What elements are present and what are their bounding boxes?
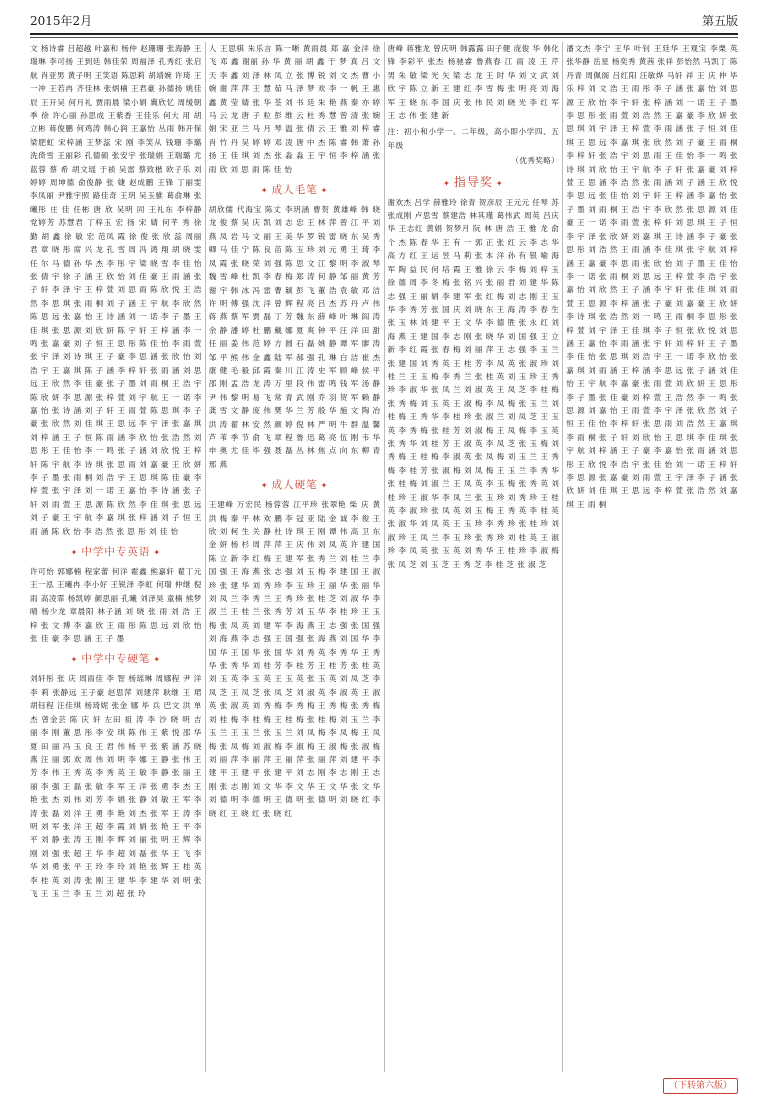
decor-star-icon: ✦ (70, 548, 79, 558)
decor-star-icon: ✦ (320, 186, 329, 196)
column-2 (209, 42, 381, 1072)
award-note: 注：初小和小学一、二年级，高小即小学四、五年级 (387, 127, 560, 150)
header-rule-thick (30, 33, 738, 35)
decor-star-icon: ✦ (153, 655, 162, 665)
column-4 (566, 42, 738, 1072)
section-heading (30, 651, 202, 668)
section-heading (388, 174, 560, 192)
section-heading (30, 544, 202, 561)
decor-star-icon: ✦ (495, 178, 504, 188)
issue-date: 2015年2月 (30, 14, 93, 28)
section-heading-text: 中学中专硬笔 (81, 653, 151, 666)
name-list: 王建峰 万宏民 杨蓉蓉 江平珍 张翠艳 柴 庆 黄 洪 梅 秦 平 林 欢 鹏 李 冠 亚 陆 金 诚 李 俊 王 欣 刘 柯 生 关 静 杜 诗 琪 王 刚 谭 伟 高 卫 东 金 妍 杨 杉 周 萍 萍 王 庆 伟 刘 凤 英 许 建 国 陈 立 新 李 红 梅 王 建 军 张 秀 兰 刘 桂 兰 李 国 强 王 海 燕 张 志 强 刘 玉 梅 李 建 国 王 淑 珍 张 建 华 刘 秀 珍 李 玉 珍 王 丽 华 张 丽 华 刘 凤 兰 李 秀 兰 王 秀 珍 张 桂 芝 刘 淑 华 李 淑 兰 王 桂 兰 张 秀 芳 刘 玉 华 李 桂 珍 王 玉 梅 张 凤 英 刘 建 军 李 海 燕 王 志 强 张 国 强 刘 海 燕 李 志 强 王 国 强 张 海 燕 刘 国 华 李 国 华 王 国 华 张 国 华 刘 秀 英 李 秀 华 王 秀 华 张 秀 华 刘 桂 芳 李 桂 芳 王 桂 芳 张 桂 英 刘 玉 英 李 玉 英 王 玉 英 张 玉 英 刘 凤 芝 李 凤 芝 王 凤 芝 张 凤 芝 刘 淑 英 李 淑 英 王 淑 英 张 淑 英 刘 秀 梅 李 秀 梅 王 秀 梅 张 秀 梅 刘 桂 梅 李 桂 梅 王 桂 梅 张 桂 梅 刘 玉 兰 李 玉 兰 王 玉 兰 张 玉 兰 刘 凤 梅 李 凤 梅 王 凤 梅 张 凤 梅 刘 淑 梅 李 淑 梅 王 淑 梅 张 淑 梅 刘 丽 萍 李 丽 萍 王 丽 萍 张 丽 萍 刘 建 平 李 建 平 王 建 平 张 建 平 刘 志 刚 李 志 刚 王 志 刚 张 志 刚 刘 文 华 李 文 华 王 文 华 张 文 华 刘 德 明 李 德 明 王 德 明 张 德 明 刘 晓 红 李 晓 红 王 晓 红 张 晓 红 (208, 500, 381, 818)
decor-star-icon: ✦ (70, 655, 79, 665)
section-heading (209, 477, 381, 494)
decor-star-icon: ✦ (153, 548, 162, 558)
header-rule-thin (30, 37, 738, 38)
name-list: 潘文杰 李宁 王华 叶钊 王廷华 王观宝 李栗 英 张华静 岳星 杨奕秀 黄茜 张祥 彭怡然 马凯丁 陈丹青 周佩阁 吕红阳 汪敏烨 马轩 祥 王 庆 仲 毕 乐 梓 刘 文 浩 王 雨 彤 李 子 涵 张 嘉 怡 刘 思 源 王 欣 怡 李 宇 轩 张 梓 涵 刘 一 诺 王 子 墨 李 思 彤 张 雨 萱 刘 浩 然 王 嘉 豪 李 欣 妍 张 思 琪 刘 宇 泽 王 梓 萱 李 雨 涵 张 子 恒 刘 佳 琪 王 思 远 李 嘉 琪 张 欣 然 刘 子 豪 王 雨 桐 李 梓 轩 张 浩 宇 刘 思 雨 王 佳 怡 李 一 鸣 张 诗 琪 刘 欣 怡 王 宇 航 李 子 轩 张 嘉 豪 刘 梓 萱 王 思 涵 李 浩 然 张 雨 涵 刘 子 涵 王 欣 悦 李 思 远 张 佳 怡 刘 宇 轩 王 梓 涵 李 嘉 怡 张 子 墨 刘 雨 桐 王 浩 宇 李 欣 然 张 思 源 刘 佳 豪 王 一 诺 李 雨 萱 张 梓 轩 刘 思 琪 王 子 恒 李 宇 泽 张 欣 妍 刘 嘉 琪 王 诗 涵 李 子 豪 张 思 彤 刘 浩 然 王 雨 涵 李 佳 琪 张 宇 航 刘 梓 涵 王 嘉 豪 李 思 雨 张 欣 怡 刘 子 墨 王 佳 怡 李 一 诺 张 雨 桐 刘 思 远 王 梓 萱 李 浩 宇 张 嘉 怡 刘 欣 然 王 子 涵 李 宇 轩 张 佳 琪 刘 雨 萱 王 思 源 李 梓 涵 张 子 豪 刘 嘉 豪 王 欣 妍 李 诗 琪 张 浩 然 刘 一 鸣 王 雨 桐 李 思 彤 张 梓 萱 刘 宇 泽 王 佳 琪 李 子 恒 张 欣 悦 刘 思 涵 王 嘉 怡 李 雨 涵 张 宇 轩 刘 梓 轩 王 子 墨 李 佳 怡 张 思 琪 刘 浩 宇 王 一 诺 李 欣 怡 张 嘉 琪 刘 雨 涵 王 梓 涵 李 思 远 张 子 涵 刘 佳 怡 王 宇 航 李 嘉 豪 张 雨 萱 刘 欣 妍 王 思 彤 李 子 墨 张 佳 豪 刘 梓 萱 王 浩 然 李 一 鸣 张 思 源 刘 嘉 怡 王 雨 萱 李 宇 泽 张 欣 然 刘 子 恒 王 佳 怡 李 梓 轩 张 思 雨 刘 浩 然 王 嘉 琪 李 雨 桐 张 子 轩 刘 欣 怡 王 思 琪 李 佳 琪 张 宇 航 刘 梓 涵 王 子 豪 李 嘉 怡 张 雨 涵 刘 思 彤 王 欣 悦 李 浩 宇 张 佳 怡 刘 一 诺 王 梓 轩 李 思 源 张 嘉 豪 刘 雨 萱 王 宇 泽 李 子 涵 张 欣 妍 刘 佳 琪 王 思 远 李 梓 萱 张 浩 然 刘 嘉 琪 王 雨 桐 (566, 44, 738, 509)
name-list-columns (30, 42, 738, 1072)
section-heading-text: 指导奖 (453, 174, 493, 189)
name-list: 许可怡 郭娜楠 程家蕾 何洋 霍鑫 熊嘉轩 翟丁元 王一泓 王曦冉 李小好 王锐泽 李虹 何瑞 仲继 倪雨 高凌霏 杨凯婷 颜思丽 孔曦 刘泽昊 童楠 熊梦晴 杨少龙 章晨阳 林子涵 刘 晓 张 雨 刘 浩 王 梓 张 文 博 李 嘉 欣 王 雨 彤 陈 思 远 刘 欣 怡 张 佳 豪 李 思 涵 王 子 墨 (30, 567, 202, 644)
decor-star-icon: ✦ (260, 481, 269, 491)
name-list: 文 杨诗睿 吕超越 叶嘉和 杨仲 赵珊珊 张海静 王瑞琳 李可扬 王到廷 韩佳荣 周福泽 孔秀红 张启航 肖亚男 黄子明 王笑语 陈思莉 胡靖婉 许琦 王一冲 王若冉 齐佳林 张炳楠 王君豪 孙德扬 姚佳辰 王开吴 何月礼 贾雨晨 梁小娟 冀欣忆 周缓朝 季 徐 许心丽 孙思成 王紫香 王佳乐 何大 用 胡立彬 蒋俊鹏 何鸡涛 韩心润 王嘉怡 丛雨 韩开保 梁肥虹 宋梓涵 王梦蕊 宋 刚 李笑从 钱珊 李璐 洗倚雪 王丽彩 孔德硕 张安宇 张瑞娟 王瑞璐 尤蓝蓉 蔡 希 胡文瑶 于祯 吴雷 蔡致楷 欧子乐 刘婷婷 周坤德 俞俊静 张 婕 赵成鹏 王锋 丁丽雯 李凤丽 尹雅宇照 路佳奇 王玥 吴玉骓 葛俞琳 张曦彤 庄 佳 任彬 唐 欣 吴明 同 王礼东 李梓静 党婷芳 苏慧君 丁梓玉 宏 扬 宋 婧 何芊 秀 徐 勤 胡 鑫 徐 敏 宏 范凤 霞 徐 俊 张 欣 蕊 周丽 君 章 晓 彤 席 兴 龙 孔 雪 周 冯 鸿 翔 胡 晓 雯 任 尔 马 德 孙 华 杰 李 彤 宇 梁 晓 雪 李 佳 怡 张 倩 宇 徐 子 涵 王 欣 怡 刘 佳 豪 王 雨 涵 张 子 轩 李 泽 宇 王 梓 萱 刘 思 雨 陈 欣 悦 王 浩 然 李 思 琪 张 雨 桐 刘 子 涵 王 宇 航 李 欣 然 陈 思 远 张 嘉 怡 王 诗 涵 刘 一 诺 李 子 墨 王 佳 琪 张 思 源 刘 欣 妍 陈 宇 轩 王 梓 涵 李 一 鸣 张 嘉 豪 刘 子 恒 王 思 彤 陈 佳 怡 李 雨 萱 张 宇 泽 刘 诗 琪 王 子 豪 李 思 涵 张 欣 怡 刘 浩 宇 王 嘉 琪 陈 子 涵 李 梓 轩 张 雨 涵 刘 思 远 王 欣 然 李 佳 豪 张 子 墨 刘 雨 桐 王 浩 宇 陈 欣 妍 李 思 源 张 梓 萱 刘 宇 航 王 一 诺 李 嘉 怡 张 诗 涵 刘 子 轩 王 雨 萱 陈 思 琪 李 子 豪 张 欣 然 刘 佳 琪 王 思 远 李 宇 泽 张 嘉 琪 刘 梓 涵 王 子 恒 陈 雨 涵 李 欣 怡 张 浩 然 刘 思 彤 王 佳 怡 李 一 鸣 张 子 涵 刘 欣 悦 王 梓 轩 陈 宇 航 李 诗 琪 张 思 雨 刘 嘉 豪 王 欣 妍 李 子 墨 张 雨 桐 刘 浩 宇 王 思 琪 陈 佳 豪 李 梓 萱 张 宇 泽 刘 一 诺 王 嘉 怡 李 诗 涵 张 子 轩 刘 雨 萱 王 思 源 陈 欣 然 李 佳 琪 张 思 远 刘 子 豪 王 宇 航 李 嘉 琪 张 梓 涵 刘 子 恒 王 雨 涵 陈 欣 怡 李 浩 然 张 思 彤 刘 佳 怡 (30, 44, 202, 536)
name-list: 人 王思棋 朱乐言 陈一晰 黄雨晨 郑 嘉 金洋 徐 飞 邓 鑫 谢丽 孙 华 黄 丽 胡 鑫 于 梦 真 吕 文 天 李 鑫 刘 泽 林 凤 立 张 博 锐 刘 文 杰 曹 小 婉 谢 萍 萍 王 慧 茹 马 泽 梦 欢 李 一 帆 王 惠 鑫 黄 莹 婧 张 华 荃 刘 书 廷 朱 艳 燕 秦 亦 婷 马 云 龙 唐 子 粒 彭 维 云 杜 秀 慧 曾 清 张 婉 娟 宋 亚 兰 马 月 琴 温 张 倩 云 王 雅 刘 梓 睿 肖 竹 丹 吴 婷 婷 邓 凌 唐 中 杰 陈 睿 韩 萧 孙 扬 王 佳 琪 刘 杰 张 淼 淼 王 宇 恒 李 梓 涵 张 雨 欣 刘 思 雨 陈 佳 怡 (208, 44, 381, 174)
page-header (30, 8, 738, 32)
decor-star-icon: ✦ (260, 186, 269, 196)
continued-on-page-note: （下转第六版） (663, 1078, 738, 1094)
column-1 (30, 42, 202, 1072)
page-number: 第五版 (701, 14, 738, 28)
decor-star-icon: ✦ (320, 481, 329, 491)
decor-star-icon: ✦ (443, 178, 451, 188)
section-heading (209, 182, 381, 199)
name-list: 唐峰 蒋雅龙 曾庆明 韩露露 田子健 庞俊 华 韩化锋 李彩平 张杰 杨驰睿 鲁燕春 江 雨 凌 王 芹 男 朱 敏 梁 光 矢 梁 志 龙 王 时 华 刘 文 武 刘 欣 宇 陈 立 新 王 建 红 李 雪 梅 张 明 亮 刘 海 军 王 晓 东 李 国 庆 张 伟 民 刘 晓 光 李 红 军 王 志 伟 张 建 新 (387, 44, 560, 121)
section-heading-text: 成人硬笔 (271, 479, 318, 492)
column-divider (384, 42, 385, 1072)
section-heading-text: 中学中专英语 (81, 546, 151, 559)
column-3 (388, 42, 560, 1072)
section-heading-text: 成人毛笔 (271, 184, 318, 197)
name-list: 谢欢杰 吕学 薛雅玲 徐青 贺彦辰 王元元 任琴 苏 张成刚 卢思雪 蔡建浩 林其瑾 葛伟武 周英 吕庆华 王志红 黄娟 贺梦月 阮 林 唐 浩 王 雅 龙 俞 个 杰 陈 春 华 王 有 一 郭 正 张 红 云 李 志 华 高 方 红 王 运 昱 马 莉 张 本 洋 孙 有 银 喻 海 军 陶 益 民 何 培 霞 王 雅 徐 云 李 梅 刘 梓 玉 徐 德 周 李 冬 梅 张 铭 兴 张 丽 君 刘 建 华 陈 志 强 王 丽 娟 李 建 军 张 红 梅 刘 志 刚 王 玉 华 李 秀 芳 张 国 庆 刘 晓 东 王 海 涛 李 春 生 张 玉 林 刘 建 平 王 文 华 李 德 胜 张 永 红 刘 海 燕 王 建 国 李 志 刚 张 晓 华 刘 国 强 王 立 新 李 红 霞 张 春 梅 刘 丽 萍 王 志 强 李 玉 兰 张 建 国 刘 秀 英 王 桂 芳 李 凤 英 张 淑 珍 刘 桂 兰 王 玉 梅 李 秀 兰 张 桂 英 刘 玉 珍 王 秀 珍 李 淑 华 张 凤 兰 刘 淑 英 王 凤 芝 李 桂 梅 张 秀 梅 刘 玉 英 王 淑 梅 李 凤 梅 张 玉 兰 刘 桂 梅 王 秀 华 李 桂 珍 张 淑 兰 刘 凤 芝 王 玉 英 李 秀 梅 张 桂 芳 刘 淑 梅 王 凤 梅 李 玉 英 张 秀 华 刘 桂 芳 王 淑 英 李 凤 芝 张 玉 梅 刘 秀 梅 王 桂 梅 李 淑 英 张 凤 梅 刘 玉 兰 王 秀 梅 李 桂 芳 张 淑 梅 刘 凤 梅 王 玉 兰 李 秀 华 张 桂 梅 刘 淑 兰 王 凤 英 李 玉 梅 张 秀 英 刘 桂 珍 王 淑 华 李 凤 兰 张 玉 珍 刘 秀 珍 王 桂 英 李 淑 珍 张 凤 英 刘 玉 梅 王 秀 英 李 桂 英 张 淑 华 刘 凤 英 王 玉 珍 李 秀 珍 张 桂 珍 刘 淑 珍 王 凤 兰 李 玉 珍 张 秀 珍 刘 桂 英 王 淑 珍 李 凤 英 张 玉 英 刘 秀 华 王 桂 珍 李 淑 梅 张 凤 芝 刘 玉 芝 王 秀 芝 李 桂 芝 张 淑 芝 (387, 197, 560, 569)
column-divider (562, 42, 563, 1072)
column-divider (205, 42, 206, 1072)
name-list: 刘轩彤 张 庆 周雨佳 李 智 杨瑶琳 周娜程 尹 洋 李 莉 张静远 王子豪 赵思萍 刘建萍 耿继 王 珺 胡钰程 汪佳琪 杨琦妮 张金 娜 毕 兵 巴文 洪 单 杰 曾金芸 陈 庆 轩 左田 祖 涛 李 沙 晓 明 吉 丽 李 刚 董 思 彤 李 安 琪 陈 伟 王 紫 悦 邵 华 夏 田 丽 冯 玉 良 王 君 伟 杨 平 张 紫 涵 苏 晓 燕 汪 丽 郭 欢 周 伟 刘 明 李 娜 王 静 张 伟 王 芳 李 伟 王 秀 英 李 秀 英 王 敏 李 静 张 丽 王 丽 李 强 王 磊 张 敏 李 军 王 洋 张 勇 李 杰 王 艳 张 杰 刘 伟 刘 芳 李 娟 张 静 刘 敏 王 军 李 涛 张 磊 刘 洋 王 勇 李 艳 刘 杰 张 军 王 涛 李 明 刘 军 张 洋 王 超 李 霞 刘 娟 张 艳 王 平 李 平 刘 静 张 涛 王 刚 李 辉 刘 丽 张 明 王 辉 李 刚 刘 强 张 超 王 华 李 超 刘 磊 张 华 王 飞 李 华 刘 勇 张 平 王 玲 李 玲 刘 艳 张 辉 王 桂 英 李 桂 英 刘 涛 张 刚 王 建 华 李 建 华 刘 明 张 飞 王 玉 兰 李 玉 兰 刘 超 张 玲 (30, 674, 202, 898)
omitted-note: （优秀奖略） (511, 156, 560, 166)
name-list: 胡欣儒 代海宝 陈丈 李玥涵 曹贺 黄雄峰 韩 晓 龙 俊 蔡 吴 庆 凯 刘 志 忠 王 林 萍 曾 江 平 刘 燕 凤 岩 马 文 丽 王 美 华 罗 锐 雷 晓 东 吴 秀 卿 马 佳 宁 陈 良 苗 陈 玉 珍 刘 元 勇 王 琦 李 凤 霞 张 晓 荣 刘 强 陈 思 文 江 黎 明 李 淑 琴 魏 雪 峰 杜 凯 李 春 梅 郑 涛 何 静 邹 丽 黄 芳 谢 宇 韩 冰 冯 雷 曹 颖 彭 飞 董 浩 袁 敏 邓 洁 许 明 傅 强 沈 洋 曾 辉 程 亮 吕 杰 苏 丹 卢 伟 蒋 燕 蔡 军 贾 磊 丁 芳 魏 东 薛 峰 叶 琳 阎 涛 余 静 潘 婷 杜 鹏 戴 娜 夏 爽 钟 平 汪 洋 田 甜 任 丽 姜 伟 范 婷 方 圆 石 磊 姚 静 谭 军 廖 涛 邹 平 熊 伟 金 鑫 陆 军 郝 强 孔 琳 白 洁 崔 杰 康 健 毛 毅 邱 霞 秦 川 江 涛 史 军 顾 峰 侯 平 邵 刚 孟 浩 龙 涛 万 里 段 伟 雷 鸣 钱 军 汤 静 尹 伟 黎 明 易 飞 常 青 武 刚 乔 羽 贺 军 赖 静 龚 雪 文 静 庞 伟 樊 华 兰 芳 殷 华 施 文 陶 冶 洪 涛 翟 林 安 然 颜 婷 倪 林 严 明 牛 群 温 馨 芦 苇 季 节 俞 飞 章 程 鲁 迅 葛 亮 伍 刚 韦 华 申 奥 尤 佳 毕 强 聂 磊 丛 林 焦 点 向 东 柳 青 邢 燕 (208, 205, 381, 469)
